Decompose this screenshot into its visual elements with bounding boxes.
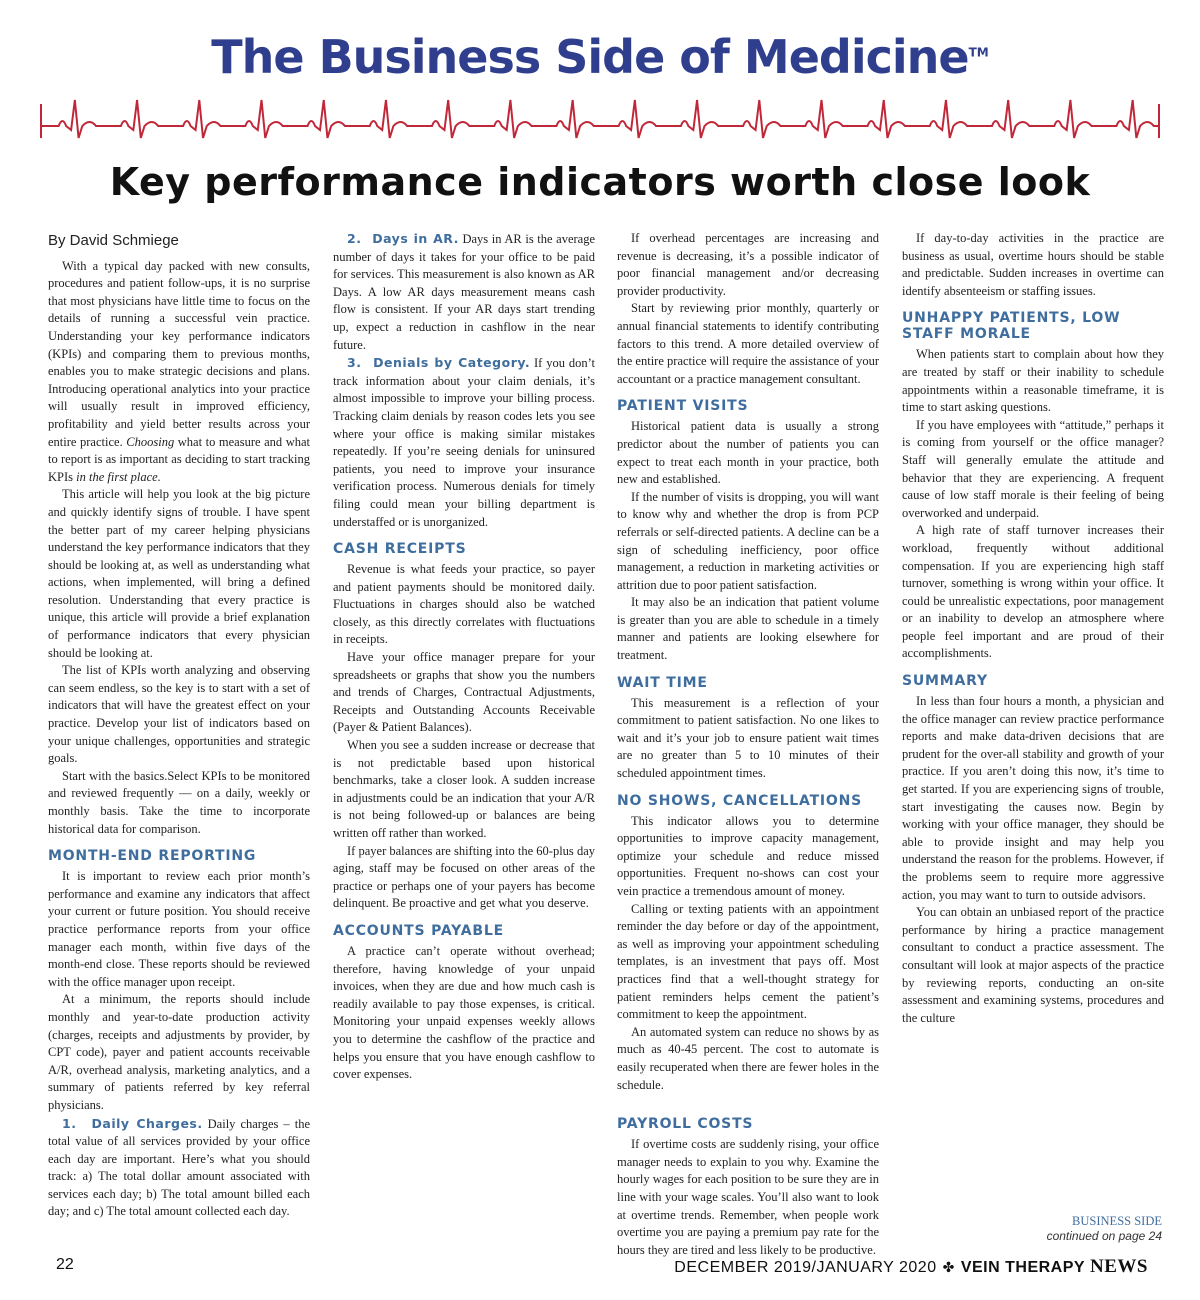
issue-date: DECEMBER 2019/JANUARY 2020 [674, 1259, 937, 1276]
footer-publication [674, 1256, 1148, 1278]
intro-paragraph-3: The list of KPIs worth analyzing and observing can seem endless, so the key is to start with a set of indicators that will have the greatest effect on your practice. Develop your list of indicators based on your unique challenges, opportunities and strategic goals. [48, 663, 310, 766]
article-column-3 [617, 230, 879, 1259]
publication-news: NEWS [1090, 1256, 1148, 1277]
heartbeat-path [40, 100, 1160, 138]
summary-paragraph-1: In less than four hours a month, a physician and the office manager can review practice performance reports and make data-driven decisions that are prudent for the over-all stability and growth of your practice. If you aren’t doing this now, it’s time to get started. If you are experiencing signs of trouble, start investigating the causes now. Begin by working with your office manager, they should be able to provide insight and may help you understand the reason for the problems. However, if the problems seem to require more aggressive action, you may want to turn to outside advisors. [902, 694, 1164, 902]
byline: By David Schmiege [48, 232, 179, 249]
denials-item: 3. Denials by Category. If you don’t track information about your claim denials, it’s almost impossible to improve your billing process. Tracking claim denials by reason codes lets you see where your office is making similar mistakes repeatedly. If you’re seeing denials for uninsured patients, you need to improve your insurance verification process. Numerous denials for timely filing could mean your billing department is understaffed or is unorganized. [333, 355, 595, 529]
wait-time-paragraph-1: This measurement is a reflection of your commitment to patient satisfaction. No one likes to wait and it’s your job to ensure patient wait times are no greater than 5 to 10 minutes of their scheduled appointment times. [617, 695, 879, 781]
continued-link[interactable]: continued on page 24 [1046, 1229, 1162, 1243]
month-end-paragraph-2: At a minimum, the reports should include monthly and year-to-date production activity (charges, receipts and adjustments by provider, by CPT code), payer and patient accounts receivable A/R, overhead analysis, marketing analytics, and a summary of patients referred by key referral physicians. [48, 992, 310, 1112]
heading-month-end-reporting: MONTH-END REPORTING [48, 848, 257, 865]
heading-accounts-payable: ACCOUNTS PAYABLE [333, 922, 504, 939]
heading-cash-receipts: CASH RECEIPTS [333, 541, 467, 558]
masthead-title: The Business Side of Medicine™ [211, 30, 989, 84]
heading-no-shows: NO SHOWS, CANCELLATIONS [617, 792, 863, 809]
cash-receipts-paragraph-1: Revenue is what feeds your practice, so payer and patient payments should be monitored daily. Fluctuations in charges should also be watched closely, as this directly correlates with fluctuations in receipts. [333, 562, 595, 647]
no-shows-paragraph-1: This indicator allows you to determine opportunities to improve capacity management, optimize your schedule and reduce missed opportunities. Frequent no-shows can cost your vein practice a tremendous amount of money. [617, 813, 879, 898]
payroll-paragraph-1: If overtime costs are suddenly rising, your office manager needs to explain to you why. Examine the hourly wages for each position to be sure they are in line with your wage scales. You’ll also want to look at overtime trends. Remember, when people work overtime you are paying a premium pay rate for the hours they are tired and less likely to be productive. [617, 1137, 879, 1257]
article-column-1 [48, 232, 310, 1221]
separator-icon: ✤ [942, 1259, 955, 1275]
unhappy-paragraph-3: A high rate of staff turnover increases their workload, frequently without additional compensation. If you are experiencing high staff turnover, something is wrong within your office. It could be unrealistic expectations, poor management or an inability to develop an atmosphere where people feel important and are proud of their accomplishments. [902, 523, 1164, 661]
continued-kicker: BUSINESS SIDE [1072, 1214, 1162, 1228]
accounts-payable-paragraph-3: Start by reviewing prior monthly, quarterly or annual financial statements to identify contributing factors to this trend. A more detailed overview of the entire practice will require the assistance of your accountant or a practice management consultant. [617, 301, 879, 386]
month-end-paragraph-1: It is important to review each prior month’s performance and examine any indicators that affect your current or future position. You should receive practice performance reports from your office manager each month, within five days of the month-end close. These reports should be reviewed with the office manager upon receipt. [48, 869, 310, 989]
heading-wait-time: WAIT TIME [617, 674, 708, 691]
article-column-4 [902, 230, 1164, 1027]
payroll-paragraph-2: If day-to-day activities in the practice are business as usual, overtime hours should be stable and predictable. Sudden increases in overtime can identify absenteeism or staffing issues. [902, 231, 1164, 298]
patient-visits-paragraph-3: It may also be an indication that patient volume is greater than you are able to schedule in a timely manner and patients are looking elsewhere for treatment. [617, 595, 879, 663]
intro-paragraph-4: Start with the basics.Select KPIs to be monitored and reviewed frequently — on a daily, weekly or monthly basis. Take the time to incorporate historical data for comparison. [48, 768, 310, 836]
accounts-payable-paragraph-1: A practice can’t operate without overhead; therefore, having knowledge of your unpaid invoices, when they are due and how much cash is readily available to pay those expenses, is critical. Monitoring your unpaid expenses weekly allows you to determine the cashflow of the practice and helps you ensure that you have enough cashflow to cover expenses. [333, 943, 595, 1082]
no-shows-paragraph-2: Calling or texting patients with an appointment reminder the day before or day of the appointment, as well as improving your appointment scheduling templates, is an investment that pays off. Most practices find that a well-thought strategy for patient reminders helps cement the patient’s commitment to keep the appointment. [617, 901, 879, 1022]
heading-patient-visits: PATIENT VISITS [617, 398, 749, 415]
unhappy-paragraph-2: If you have employees with “attitude,” perhaps it is coming from yourself or the office manager? Staff will generally emulate the attitude and behavior that they are experiencing. A frequent cause of low staff morale is their feeling of being overworked and underpaid. [902, 417, 1164, 520]
trademark: TM [968, 45, 989, 60]
accounts-payable-paragraph-2: If overhead percentages are increasing and revenue is decreasing, it’s a possible indicator of poor financial management and/or decreasing provider productivity. [617, 231, 879, 298]
heading-summary: SUMMARY [902, 673, 988, 690]
patient-visits-paragraph-1: Historical patient data is usually a strong predictor about the number of patients you can expect to treat each month in your practice, both new and established. [617, 419, 879, 487]
unhappy-paragraph-1: When patients start to complain about how they are treated by staff or their inability to schedule appointments within a reasonable timeframe, it is time to start asking questions. [902, 347, 1164, 415]
heading-unhappy-patients: UNHAPPY PATIENTS, LOW STAFF MORALE [902, 310, 1121, 343]
heading-payroll-costs: PAYROLL COSTS [617, 1116, 754, 1133]
cash-receipts-paragraph-3: When you see a sudden increase or decrease that is not predictable based upon historical benchmarks, take a closer look. A sudden increase in adjustments could be an indication that your A/R is not being followed-up or balances are being written off rather than worked. [333, 738, 595, 840]
days-in-ar-item: 2. Days in AR. Days in AR is the average number of days it takes for your office to be paid for services. This measurement is also known as AR Days. A low AR days measurement means cash flow is consistent. If your AR days start trending up, expect a reduction in cashflow in the near future. [333, 231, 595, 352]
intro-paragraph-1: With a typical day packed with new consults, procedures and patient follow-ups, it is no surprise that most physicians have little time to focus on the details of running a successful vein practice. Understanding your key performance indicators (KPIs) and comparing them to previous months, enables you to make strategic decisions and plans. Introducing operational analytics into your practice will usually result in improved efficiency, profitability and yield better results across your entire practice. Choosing what to measure and what to report is as important as deciding to start tracking KPIs in the first place. [48, 258, 311, 484]
continued-note [940, 1214, 1162, 1244]
heartbeat-line [40, 96, 1160, 144]
cash-receipts-paragraph-4: If payer balances are shifting into the 60-plus day aging, staff may be focused on other areas of the practice or perhaps one of your payers has become delinquent. Be proactive and get what you deserve. [333, 843, 595, 911]
article-column-2 [333, 230, 595, 1084]
summary-paragraph-2: You can obtain an unbiased report of the practice performance by hiring a practice management consultant to conduct a practice assessment. The consultant will look at major aspects of the practice by reviewing reports, conducting an on-site assessment and examining systems, procedures and the culture [902, 905, 1164, 1025]
daily-charges-item: 1. Daily Charges. Daily charges – the total value of all services provided by your office each day are important. Here’s what you should track: a) The total dollar amount associated with services each day; b) The total amount billed each day; and c) The total amount collected each day. [48, 1115, 310, 1219]
no-shows-paragraph-3: An automated system can reduce no shows by as much as 40-45 percent. The cost to automate is easily recuperated when there are fewer holes in the schedule. [617, 1024, 879, 1092]
intro-paragraph-2: This article will help you look at the big picture and quickly identify signs of trouble. I have spent the better part of my career helping physicians understand the key performance indicators that they should be looking at, as well as understanding what actions, when implemented, will bring a defined resolution. Understanding that every practice is unique, this article will provide a brief explanation of performance indicators that every physician should be looking at. [48, 487, 310, 660]
page-footer [56, 1256, 1148, 1278]
patient-visits-paragraph-2: If the number of visits is dropping, you will want to know why and whether the drop is from PCP referrals or self-directed patients. A decline can be a sign of scheduling inefficiency, poor office management, a reduction in marketing activities or attrition due to poor patient satisfaction. [617, 489, 879, 592]
page-number: 22 [56, 1256, 74, 1273]
article-headline: Key performance indicators worth close look [109, 160, 1091, 204]
publication-name: VEIN THERAPY [960, 1259, 1086, 1276]
cash-receipts-paragraph-2: Have your office manager prepare for your spreadsheets or graphs that show you the numbers and trends of Charges, Contractual Adjustments, Receipts and Outstanding Accounts Receivable (Payer & Patient Balances). [333, 650, 595, 735]
